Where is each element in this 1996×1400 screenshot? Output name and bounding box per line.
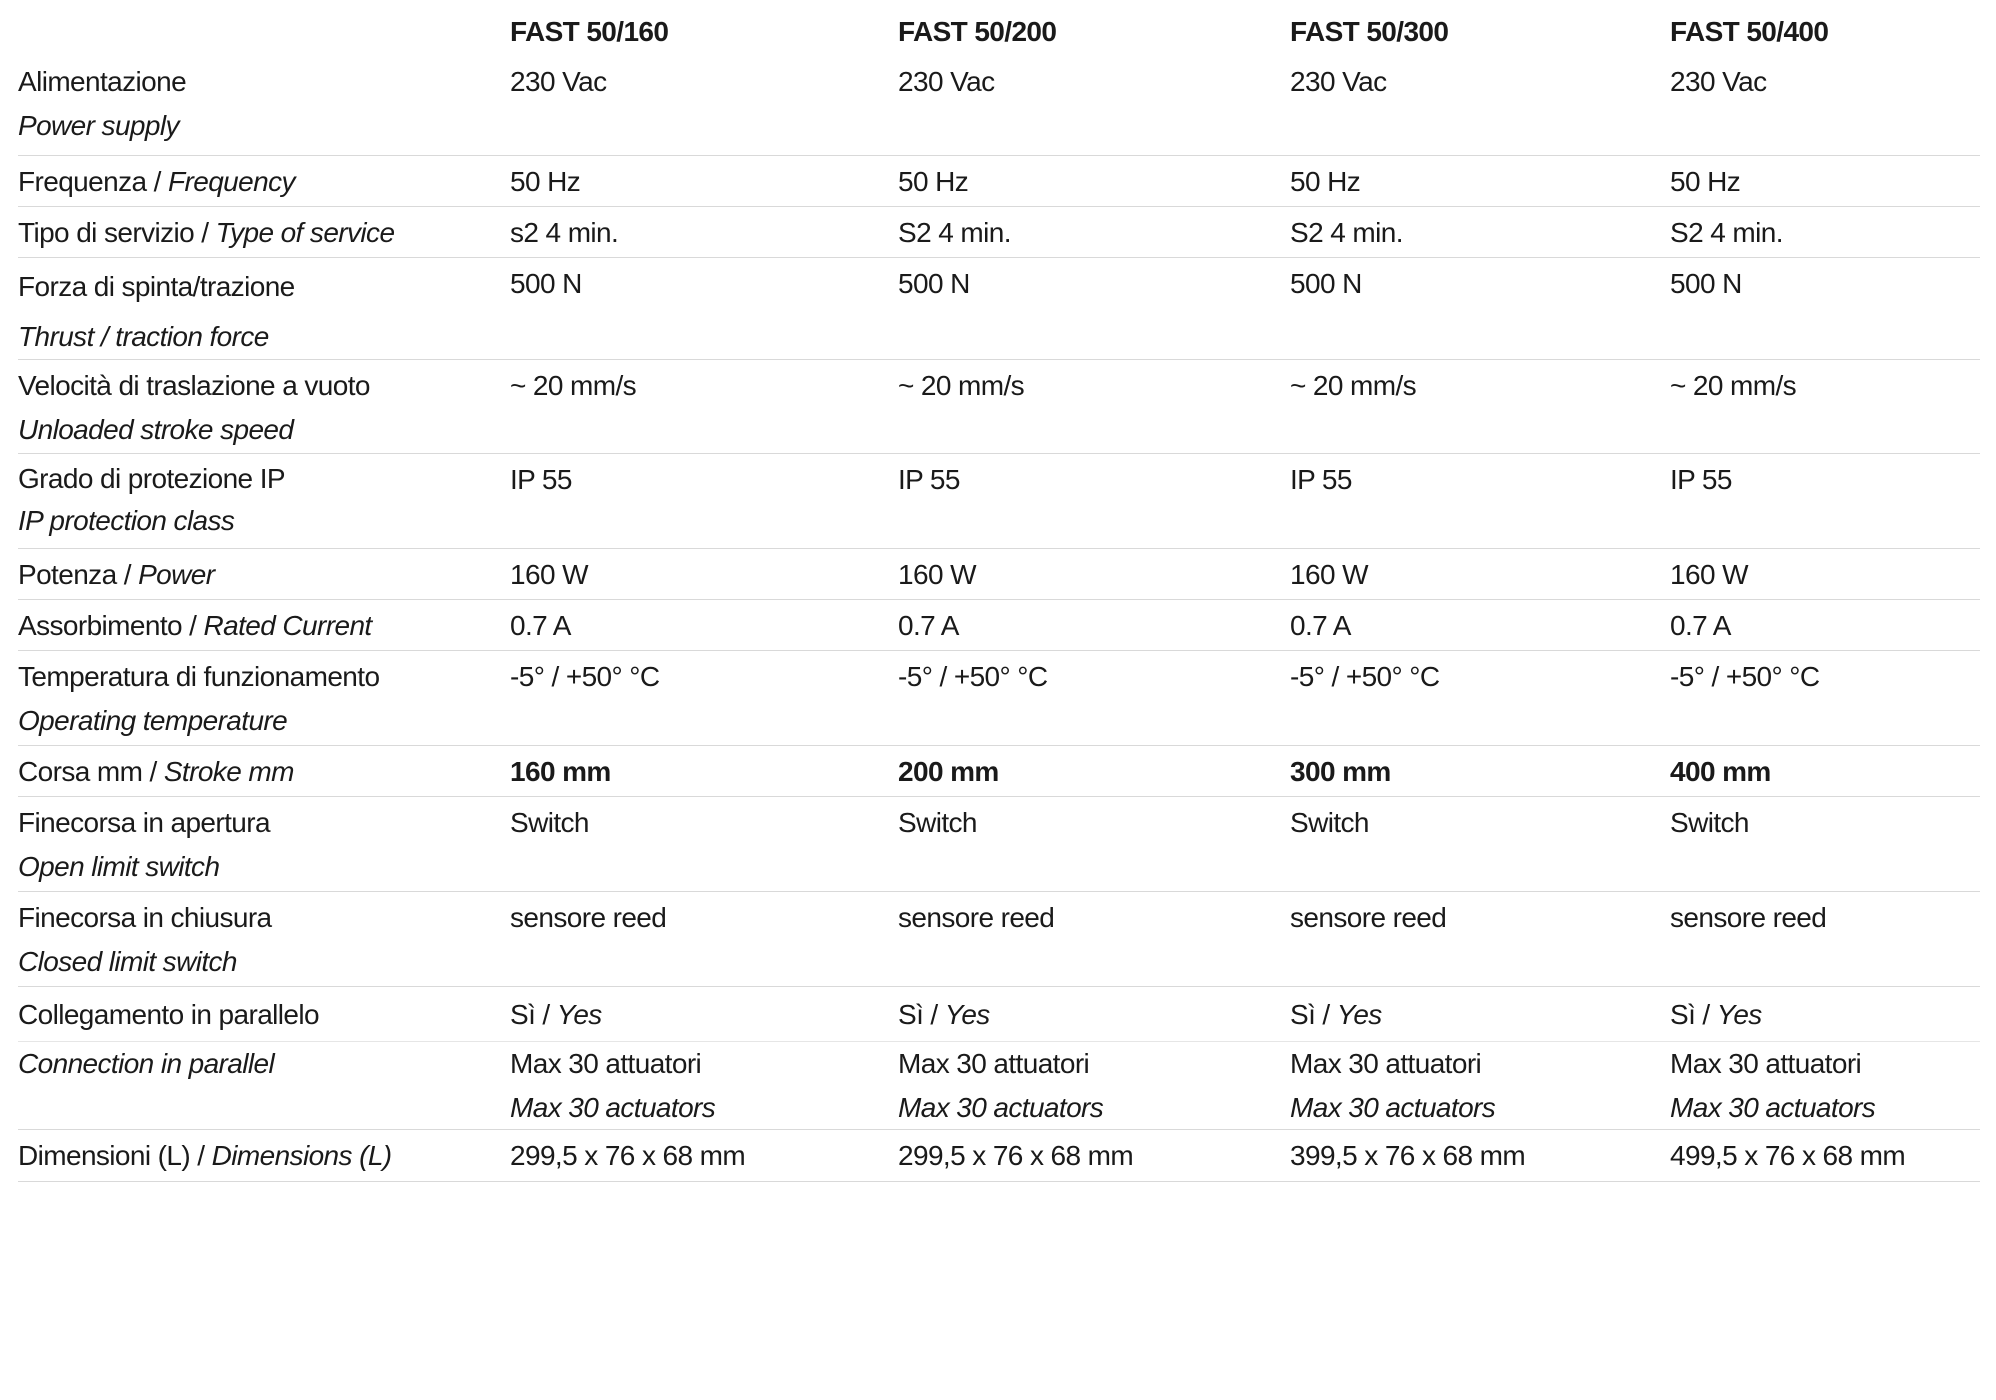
model-header: FAST 50/300 xyxy=(1290,16,1449,47)
yes-italian: Sì / xyxy=(1670,999,1717,1030)
max-english: Max 30 actuators xyxy=(510,1092,716,1123)
table-cell: 50 Hz xyxy=(1290,166,1361,197)
label-italian: Frequenza / xyxy=(18,166,168,197)
table-cell: -5° / +50° °C xyxy=(1290,661,1440,692)
table-cell: 500 N xyxy=(510,268,582,299)
row-label xyxy=(18,458,510,548)
table-cell: s2 4 min. xyxy=(510,217,619,248)
table-cell: 50 Hz xyxy=(898,166,969,197)
table-cell: 500 N xyxy=(1290,268,1362,299)
table-row-parallel-max xyxy=(18,1042,1980,1130)
table-row-power xyxy=(18,549,1980,600)
table-row-closed-limit xyxy=(18,892,1980,987)
table-cell: 499,5 x 76 x 68 mm xyxy=(1670,1140,1906,1171)
table-cell: IP 55 xyxy=(1670,464,1732,495)
table-cell xyxy=(1290,1042,1670,1129)
row-label xyxy=(18,211,510,257)
table-cell: IP 55 xyxy=(1290,464,1352,495)
table-cell: 160 W xyxy=(1670,559,1748,590)
label-italian: Velocità di traslazione a vuoto xyxy=(18,370,370,401)
table-row-parallel-yes xyxy=(18,987,1980,1042)
label-english: IP protection class xyxy=(18,505,235,536)
table-cell: S2 4 min. xyxy=(1290,217,1403,248)
table-cell: 0.7 A xyxy=(1290,610,1351,641)
table-cell: 299,5 x 76 x 68 mm xyxy=(510,1140,746,1171)
yes-italian: Sì / xyxy=(1290,999,1337,1030)
row-label xyxy=(18,750,510,796)
label-italian: Forza di spinta/trazione xyxy=(18,271,295,302)
table-cell: IP 55 xyxy=(510,464,572,495)
label-english: Open limit switch xyxy=(18,851,220,882)
table-cell: sensore reed xyxy=(1290,902,1447,933)
max-italian: Max 30 attuatori xyxy=(1670,1048,1862,1079)
table-cell xyxy=(1290,993,1670,1041)
table-cell: 500 N xyxy=(898,268,970,299)
row-label xyxy=(18,801,510,891)
row-label xyxy=(18,655,510,745)
label-english: Type of service xyxy=(215,217,395,248)
table-cell: S2 4 min. xyxy=(898,217,1011,248)
table-row-speed xyxy=(18,360,1980,454)
table-cell: 160 W xyxy=(898,559,976,590)
table-cell: 399,5 x 76 x 68 mm xyxy=(1290,1140,1526,1171)
row-label xyxy=(18,553,510,599)
table-cell: 160 W xyxy=(1290,559,1368,590)
table-cell: S2 4 min. xyxy=(1670,217,1783,248)
table-cell: 160 mm xyxy=(510,756,611,787)
label-italian: Finecorsa in apertura xyxy=(18,807,270,838)
table-row-power-supply xyxy=(18,56,1980,156)
table-row-force xyxy=(18,258,1980,360)
row-label: Collegamento in parallelo xyxy=(18,999,319,1030)
row-label xyxy=(18,60,510,155)
table-cell: sensore reed xyxy=(510,902,667,933)
table-row-dimensions xyxy=(18,1130,1980,1182)
header-empty-cell xyxy=(18,0,510,56)
label-italian: Temperatura di funzionamento xyxy=(18,661,380,692)
table-cell: 200 mm xyxy=(898,756,999,787)
max-english: Max 30 actuators xyxy=(1290,1092,1496,1123)
table-cell: 0.7 A xyxy=(1670,610,1731,641)
max-english: Max 30 actuators xyxy=(898,1092,1104,1123)
label-italian: Dimensioni (L) / xyxy=(18,1140,212,1171)
table-row-frequency xyxy=(18,156,1980,207)
max-italian: Max 30 attuatori xyxy=(898,1048,1090,1079)
label-italian: Potenza / xyxy=(18,559,139,590)
table-cell xyxy=(510,1042,898,1129)
table-row-open-limit xyxy=(18,797,1980,892)
max-english: Max 30 actuators xyxy=(1670,1092,1876,1123)
table-cell: ~ 20 mm/s xyxy=(510,370,637,401)
table-cell: sensore reed xyxy=(1670,902,1827,933)
table-cell: ~ 20 mm/s xyxy=(898,370,1025,401)
table-cell: ~ 20 mm/s xyxy=(1290,370,1417,401)
table-cell: Switch xyxy=(1290,807,1369,838)
label-english: Rated Current xyxy=(203,610,372,641)
row-label xyxy=(18,364,510,453)
table-cell: Switch xyxy=(1670,807,1749,838)
row-label xyxy=(18,896,510,986)
label-english: Power supply xyxy=(18,110,179,141)
table-cell: -5° / +50° °C xyxy=(898,661,1048,692)
table-row-stroke xyxy=(18,746,1980,797)
table-cell: 230 Vac xyxy=(1290,66,1387,97)
table-cell xyxy=(898,1042,1290,1129)
max-italian: Max 30 attuatori xyxy=(510,1048,702,1079)
table-cell: 299,5 x 76 x 68 mm xyxy=(898,1140,1134,1171)
label-english: Operating temperature xyxy=(18,705,288,736)
table-cell: 500 N xyxy=(1670,268,1742,299)
label-italian: Finecorsa in chiusura xyxy=(18,902,272,933)
row-label xyxy=(18,604,510,650)
model-header: FAST 50/200 xyxy=(898,16,1057,47)
table-cell: 0.7 A xyxy=(898,610,959,641)
table-cell: 400 mm xyxy=(1670,756,1771,787)
row-label xyxy=(18,262,510,359)
label-english: Unloaded stroke speed xyxy=(18,414,294,445)
table-cell: sensore reed xyxy=(898,902,1055,933)
table-cell: 230 Vac xyxy=(510,66,607,97)
row-label xyxy=(18,1134,510,1181)
table-cell: IP 55 xyxy=(898,464,960,495)
label-italian: Corsa mm / xyxy=(18,756,164,787)
model-header: FAST 50/160 xyxy=(510,16,669,47)
table-cell: ~ 20 mm/s xyxy=(1670,370,1797,401)
yes-italian: Sì / xyxy=(898,999,945,1030)
table-cell xyxy=(1670,1042,1980,1129)
table-cell xyxy=(510,993,898,1041)
yes-english: Yes xyxy=(556,999,602,1030)
label-english: Stroke mm xyxy=(163,756,294,787)
table-cell: 50 Hz xyxy=(510,166,581,197)
label-italian: Alimentazione xyxy=(18,66,187,97)
label-english: Dimensions (L) xyxy=(211,1140,392,1171)
table-cell: Switch xyxy=(898,807,977,838)
table-cell: 300 mm xyxy=(1290,756,1391,787)
table-cell: Switch xyxy=(510,807,589,838)
table-cell: 50 Hz xyxy=(1670,166,1741,197)
table-row-current xyxy=(18,600,1980,651)
table-row-temperature xyxy=(18,651,1980,746)
yes-english: Yes xyxy=(1336,999,1382,1030)
label-english: Power xyxy=(138,559,215,590)
label-italian: Grado di protezione IP xyxy=(18,463,285,494)
table-header-row xyxy=(18,0,1980,56)
row-label xyxy=(18,160,510,206)
yes-english: Yes xyxy=(1716,999,1762,1030)
label-english: Thrust / traction force xyxy=(18,321,269,352)
table-cell: 160 W xyxy=(510,559,588,590)
table-cell: 0.7 A xyxy=(510,610,571,641)
label-english: Frequency xyxy=(168,166,295,197)
spec-table xyxy=(18,0,1980,1182)
label-italian: Assorbimento / xyxy=(18,610,204,641)
table-cell: 230 Vac xyxy=(1670,66,1767,97)
table-cell: 230 Vac xyxy=(898,66,995,97)
table-row-ip xyxy=(18,454,1980,549)
model-header: FAST 50/400 xyxy=(1670,16,1829,47)
yes-english: Yes xyxy=(944,999,990,1030)
label-italian: Tipo di servizio / xyxy=(18,217,216,248)
row-label: Connection in parallel xyxy=(18,1048,275,1079)
yes-italian: Sì / xyxy=(510,999,557,1030)
table-cell xyxy=(1670,993,1980,1041)
table-cell xyxy=(898,993,1290,1041)
table-row-service xyxy=(18,207,1980,258)
label-english: Closed limit switch xyxy=(18,946,237,977)
table-cell: -5° / +50° °C xyxy=(1670,661,1820,692)
max-italian: Max 30 attuatori xyxy=(1290,1048,1482,1079)
table-cell: -5° / +50° °C xyxy=(510,661,660,692)
